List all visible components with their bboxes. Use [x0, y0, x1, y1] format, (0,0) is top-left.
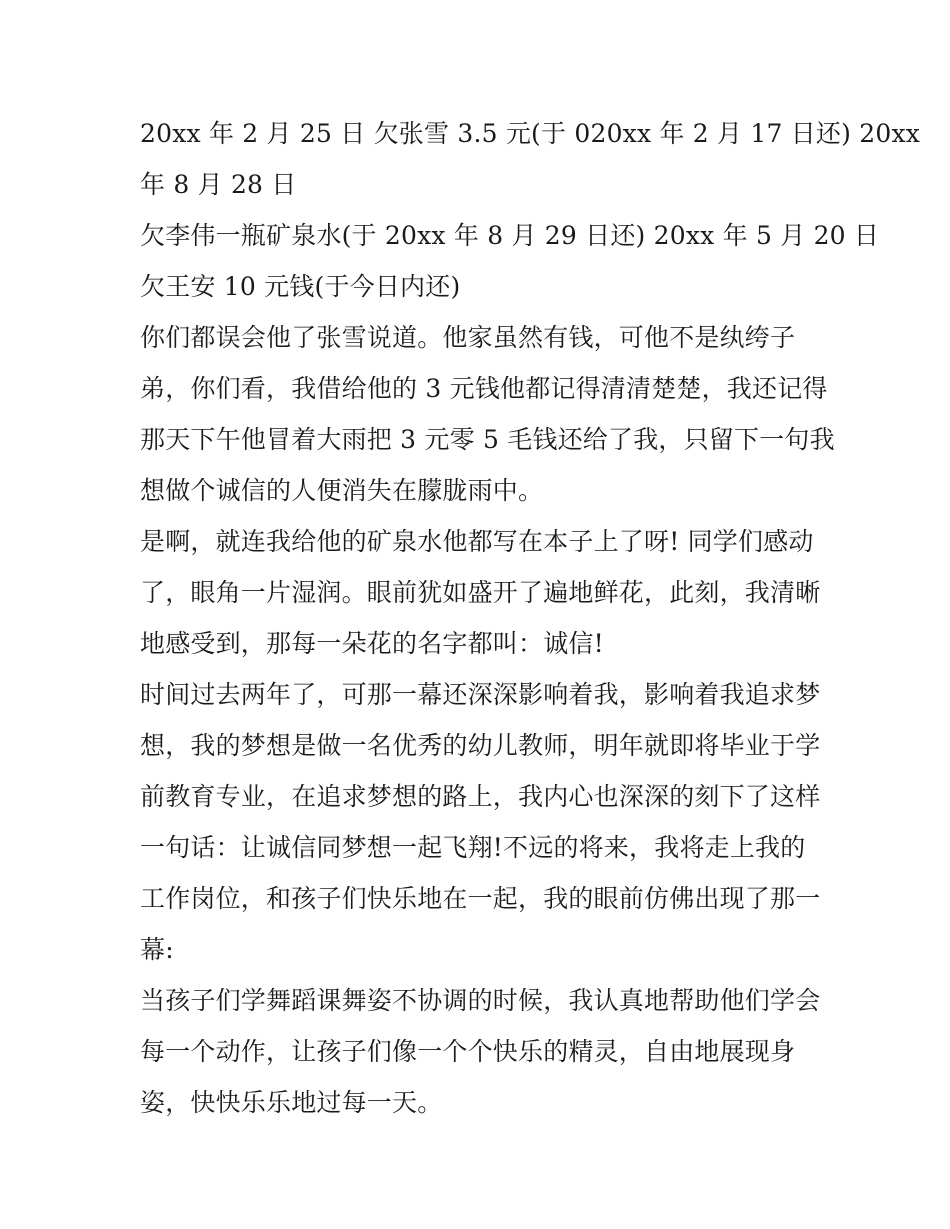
text-line: 那天下午他冒着大雨把 3 元零 5 毛钱还给了我，只留下一句我	[140, 425, 835, 454]
text-line: 欠王安 10 元钱(于今日内还)	[140, 272, 461, 301]
text-line: 欠李伟一瓶矿泉水(于 20xx 年 8 月 29 日还) 20xx 年 5 月 20 日	[140, 221, 880, 250]
text-line: 20xx 年 2 月 25 日 欠张雪 3.5 元(于 020xx 年 2 月 17 日还) 20xx	[140, 119, 921, 148]
text-line: 想，我的梦想是做一名优秀的幼儿教师，明年就即将毕业于学	[140, 731, 821, 760]
text-line: 一句话：让诚信同梦想一起飞翔!不远的将来，我将走上我的	[140, 833, 806, 862]
text-line: 了，眼角一片湿润。眼前犹如盛开了遍地鲜花，此刻，我清晰	[140, 578, 821, 607]
text-line: 幕:	[140, 935, 174, 964]
body-text	[140, 108, 921, 1128]
text-line: 每一个动作，让孩子们像一个个快乐的精灵，自由地展现身	[140, 1037, 796, 1066]
text-line: 姿，快快乐乐地过每一天。	[140, 1088, 443, 1117]
text-line: 工作岗位，和孩子们快乐地在一起，我的眼前仿佛出现了那一	[140, 884, 821, 913]
text-line: 时间过去两年了，可那一幕还深深影响着我，影响着我追求梦	[140, 680, 821, 709]
text-line: 是啊，就连我给他的矿泉水他都写在本子上了呀! 同学们感动	[140, 527, 814, 556]
text-line: 年 8 月 28 日	[140, 170, 297, 199]
text-line: 你们都误会他了张雪说道。他家虽然有钱，可他不是纨绔子	[140, 323, 796, 352]
text-line: 弟，你们看，我借给他的 3 元钱他都记得清清楚楚，我还记得	[140, 374, 828, 403]
text-line: 当孩子们学舞蹈课舞姿不协调的时候，我认真地帮助他们学会	[140, 986, 821, 1015]
text-line: 地感受到，那每一朵花的名字都叫：诚信!	[140, 629, 604, 658]
text-line: 前教育专业，在追求梦想的路上，我内心也深深的刻下了这样	[140, 782, 821, 811]
text-line: 想做个诚信的人便消失在朦胧雨中。	[140, 476, 544, 505]
